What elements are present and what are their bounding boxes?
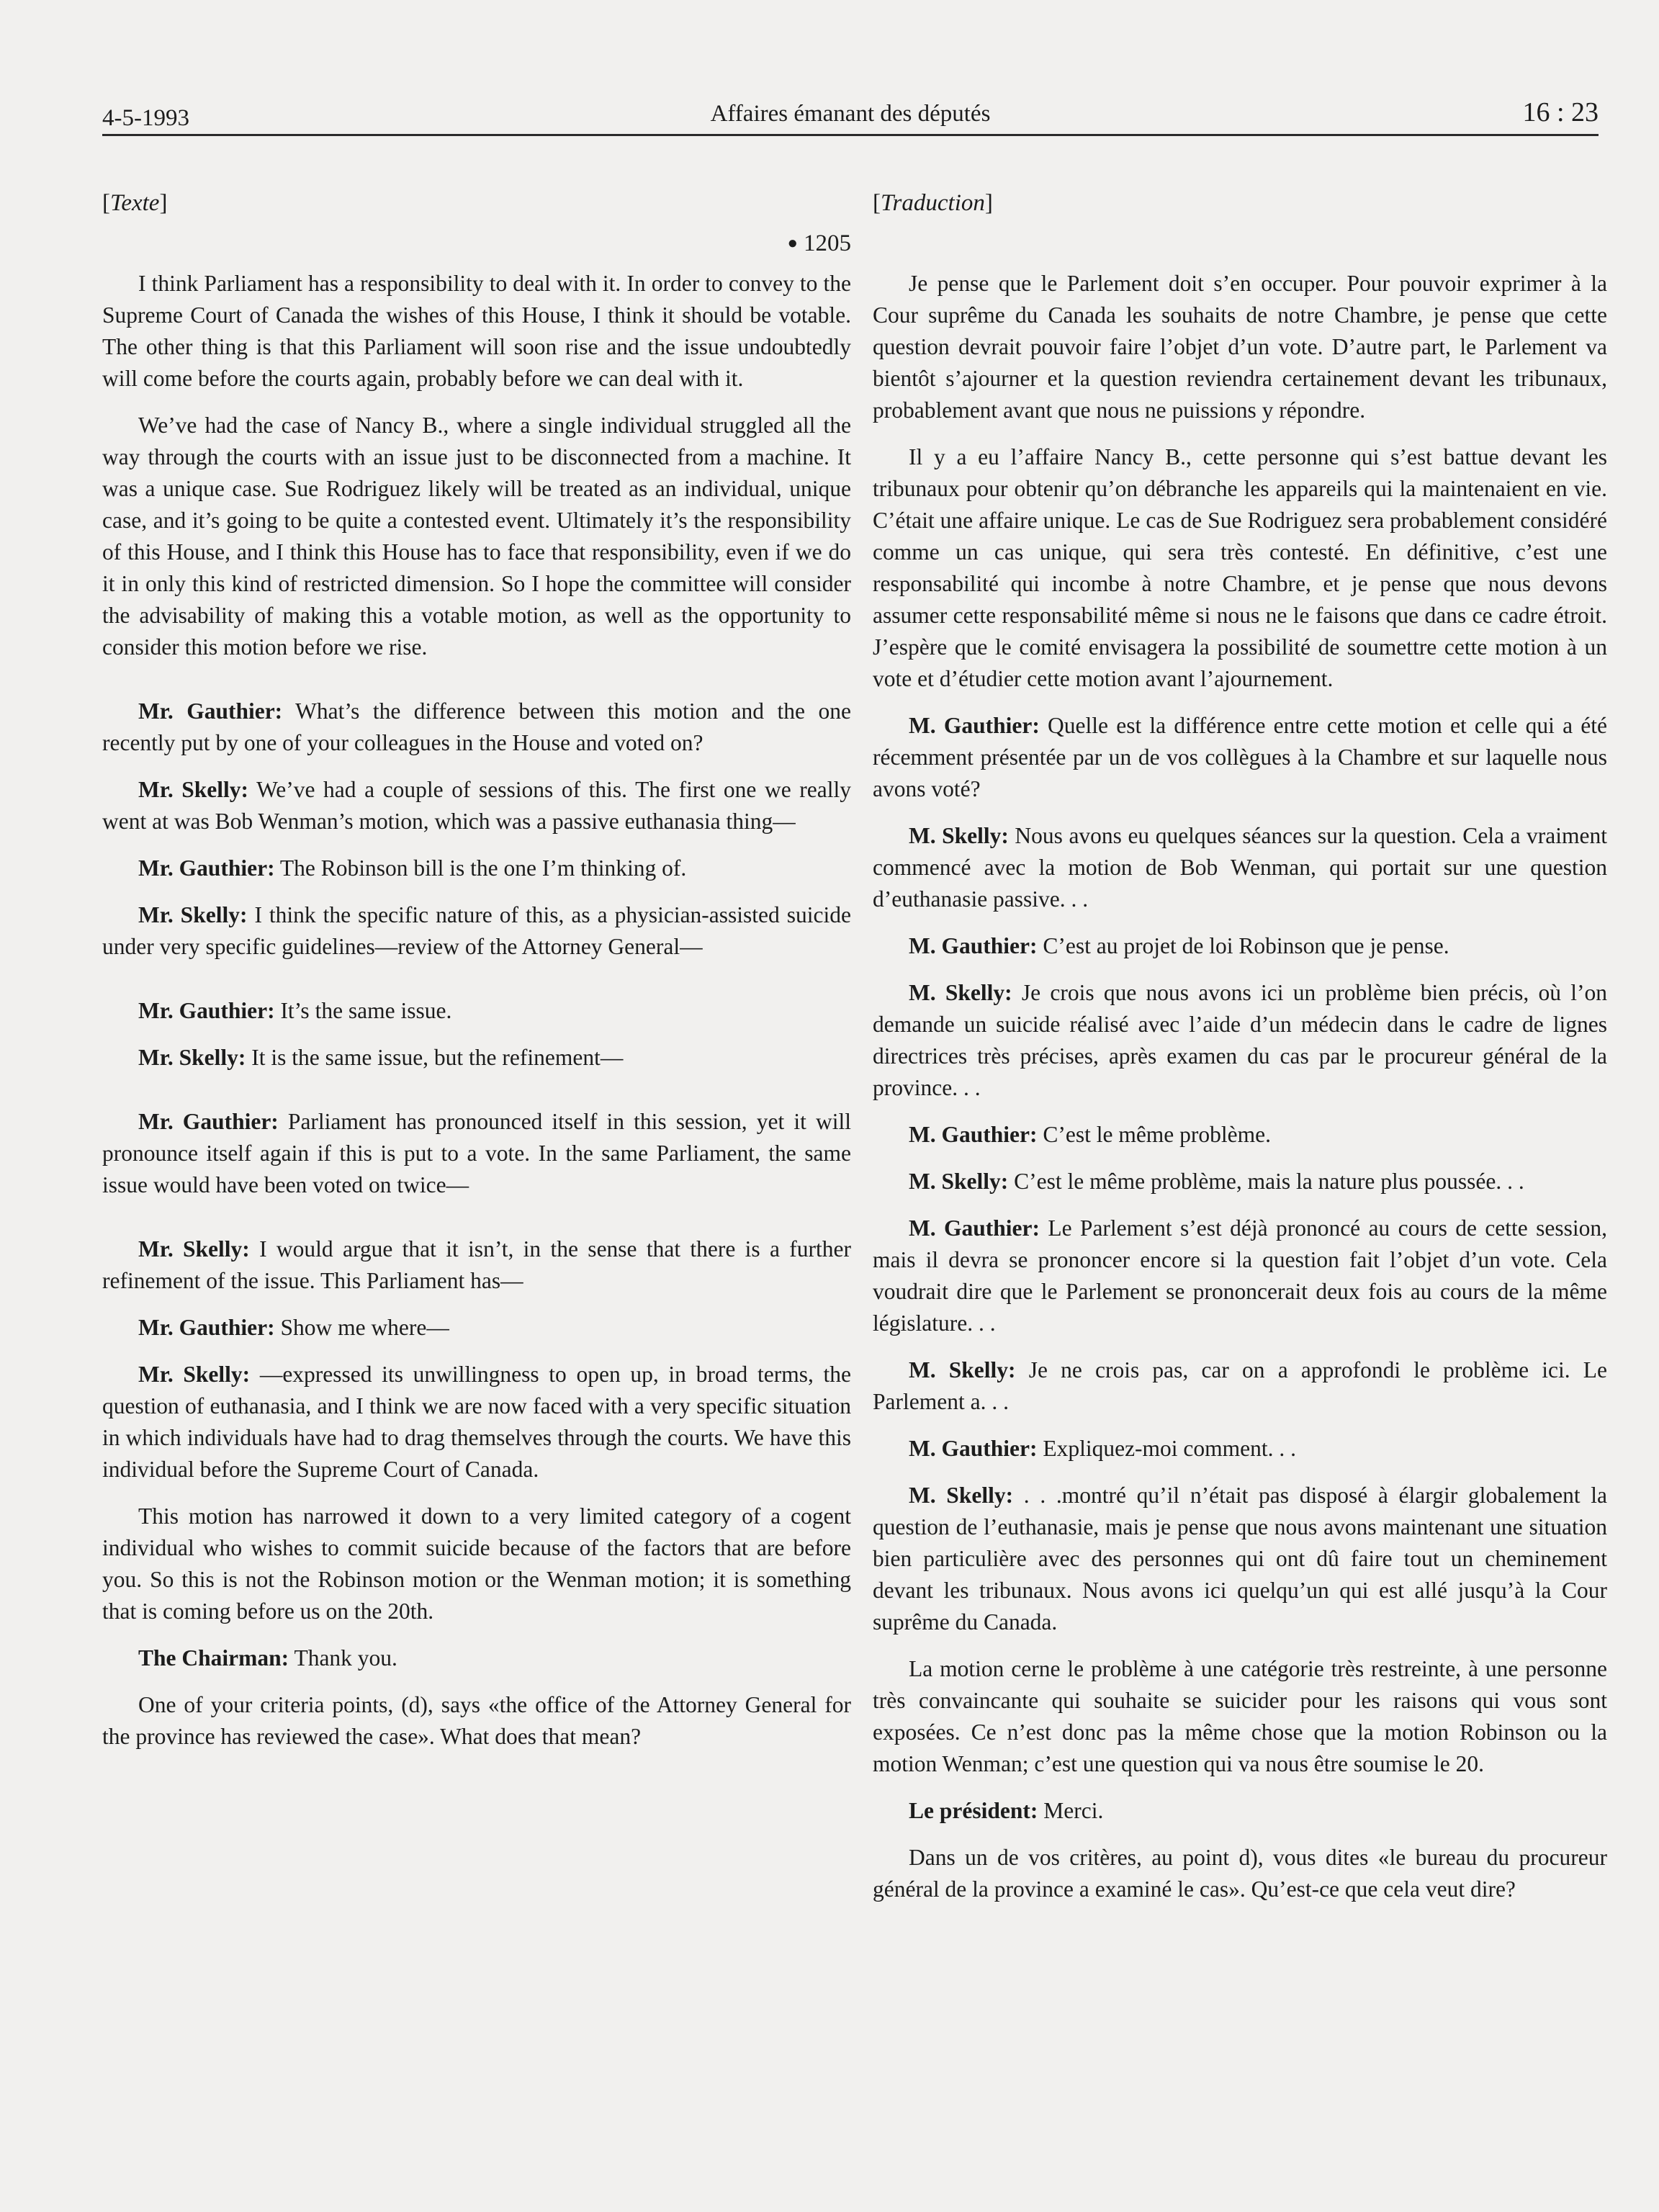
paragraph: Je pense que le Parlement doit s’en occuper. Pour pouvoir exprimer à la Cour suprême du Canada les souhaits de notre Chambre, je pense que cette question devrait pouvoir faire l’objet d’un vote. D’autre part, le Parlement va bientôt s’ajourner et la question reviendra certainement devant les tribunaux, probablement avant que nous ne puissions y répondre. bbox=[873, 271, 1607, 423]
paragraph: Mr. Skelly: It is the same issue, but the refinement— bbox=[138, 1045, 624, 1070]
page-header bbox=[102, 92, 1599, 136]
paragraph: The Chairman: Thank you. bbox=[138, 1645, 397, 1671]
paragraph: M. Skelly: Nous avons eu quelques séances sur la question. Cela a vraiment commencé avec la motion de Bob Wenman, qui portait sur une question d’euthanasie passive. . . bbox=[873, 823, 1608, 912]
time-marker: ● 1205 bbox=[787, 230, 851, 256]
paragraph: Dans un de vos critères, au point d), vous dites «le bureau du procureur général de la province a examiné le cas». Qu’est-ce que cela veut dire? bbox=[873, 1845, 1607, 1902]
paragraph: M. Gauthier: C’est au projet de loi Robinson que je pense. bbox=[909, 933, 1449, 958]
paragraph: Mr. Skelly: —expressed its unwillingness to open up, in broad terms, the question of euthanasia, and I think we are now faced with a very specific situation in which individuals have had to drag themselves through the courts. We have this individual before the Supreme Court of Canada. bbox=[102, 1362, 851, 1482]
paragraph: Mr. Skelly: I think the specific nature of this, as a physician-assisted suicide under very specific guidelines—review of the Attorney General— bbox=[102, 902, 852, 959]
paragraph: M. Skelly: Je ne crois pas, car on a approfondi le problème ici. Le Parlement a. . . bbox=[873, 1357, 1608, 1414]
paragraph: Mr. Gauthier: It’s the same issue. bbox=[138, 998, 452, 1023]
paragraph: Mr. Gauthier: The Robinson bill is the one I’m thinking of. bbox=[138, 855, 687, 881]
paragraph: Mr. Skelly: We’ve had a couple of sessions of this. The first one we really went at was Bob Wenman’s motion, which was a passive euthanasia thing— bbox=[102, 777, 851, 834]
paragraph: M. Skelly: Je crois que nous avons ici un problème bien précis, où l’on demande un suicide réalisé avec l’aide d’un médecin dans le cadre de lignes directrices très précises, après examen du cas par le procureur général de la province. . . bbox=[873, 980, 1608, 1100]
paragraph: One of your criteria points, (d), says «the office of the Attorney General for the province has reviewed the case». What does that mean? bbox=[102, 1692, 851, 1749]
paragraph: M. Gauthier: Quelle est la différence entre cette motion et celle qui a été récemment présentée par un de vos collègues à la Chambre et sur laquelle nous avons voté? bbox=[873, 713, 1607, 801]
header-page-number: 16 : 23 bbox=[1522, 97, 1599, 127]
paragraph: This motion has narrowed it down to a very limited category of a cogent individual who wishes to commit suicide because of the factors that are before you. So this is not the Robinson motion or the Wenman motion; it is something that is coming before us on the 20th. bbox=[102, 1503, 851, 1624]
paragraph: Le président: Merci. bbox=[909, 1798, 1104, 1823]
header-date: 4-5-1993 bbox=[102, 105, 189, 131]
english-column bbox=[102, 187, 851, 1768]
bullet-icon: ● bbox=[787, 234, 798, 253]
column-tag-traduction: [Traduction] bbox=[873, 190, 993, 216]
paragraph: Il y a eu l’affaire Nancy B., cette personne qui s’est battue devant les tribunaux pour obtenir qu’on débranche les appareils qui la maintenaient en vie. C’était une affaire unique. Le cas de Sue Rodriguez sera probablement considéré comme un cas unique, qui sera très contesté. En définitive, c’est une responsabilité qui incombe à notre Chambre, et je pense que nous devons assumer cette responsabilité même si nous ne le faisons que dans ce cadre étroit. J’espère que le comité envisagera la possibilité de soumettre cette motion à un vote et d’étudier cette motion avant l’ajournement. bbox=[873, 444, 1607, 691]
paragraph: Mr. Gauthier: Show me where— bbox=[138, 1315, 449, 1340]
paragraph: We’ve had the case of Nancy B., where a single individual struggled all the way through the courts with an issue just to be disconnected from a machine. It was a unique case. Sue Rodriguez likely will be treated as an individual, unique case, and it’s going to be quite a contested event. Ultimately it’s the responsibility of this House, and I think this House has to face that responsibility, even if we do it in only this kind of restricted dimension. So I hope the committee will consider the advisability of making this a votable motion, as well as the opportunity to consider this motion before we rise. bbox=[102, 413, 851, 660]
paragraph: Mr. Skelly: I would argue that it isn’t, in the sense that there is a further refinement of the issue. This Parliament has— bbox=[102, 1236, 852, 1293]
french-column bbox=[873, 187, 1607, 1920]
paragraph: M. Skelly: . . .montré qu’il n’était pas disposé à élargir globalement la question de l’euthanasie, mais je pense que nous avons maintenant une situation bien particulière avec des personnes qui ont dû faire tout un cheminement devant les tribunaux. Nous avons ici quelqu’un qui est allé jusqu’à la Cour suprême du Canada. bbox=[873, 1483, 1607, 1635]
paragraph: M. Gauthier: C’est le même problème. bbox=[909, 1122, 1271, 1147]
paragraph: Mr. Gauthier: What’s the difference between this motion and the one recently put by one of your colleagues in the House and voted on? bbox=[102, 698, 851, 755]
paragraph: M. Gauthier: Expliquez-moi comment. . . bbox=[909, 1436, 1297, 1461]
header-title: Affaires émanant des députés bbox=[710, 101, 991, 127]
paragraph: M. Gauthier: Le Parlement s’est déjà prononcé au cours de cette session, mais il devra se prononcer encore si la question fait l’objet d’un vote. Cela voudrait dire que le Parlement se prononcerait deux fois au cours de la même législature. . . bbox=[873, 1215, 1608, 1336]
paragraph: I think Parliament has a responsibility to deal with it. In order to convey to the Supreme Court of Canada the wishes of this House, I think it should be votable. The other thing is that this Parliament will soon rise and the issue undoubtedly will come before the courts again, probably before we can deal with it. bbox=[102, 271, 851, 391]
paragraph: M. Skelly: C’est le même problème, mais la nature plus poussée. . . bbox=[909, 1169, 1524, 1194]
column-spacer bbox=[873, 228, 1607, 268]
paragraph: La motion cerne le problème à une catégorie très restreinte, à une personne très convaincante qui souhaite se suicider pour les raisons qui vous sont exposées. Ce n’est donc pas la même chose que la motion Robinson ou la motion Wenman; c’est une question qui va nous être soumise le 20. bbox=[873, 1656, 1607, 1776]
paragraph: Mr. Gauthier: Parliament has pronounced itself in this session, yet it will pronounce itself again if this is put to a vote. In the same Parliament, the same issue would have been voted on twice— bbox=[102, 1109, 851, 1197]
column-tag-texte: [Texte] bbox=[102, 190, 168, 216]
